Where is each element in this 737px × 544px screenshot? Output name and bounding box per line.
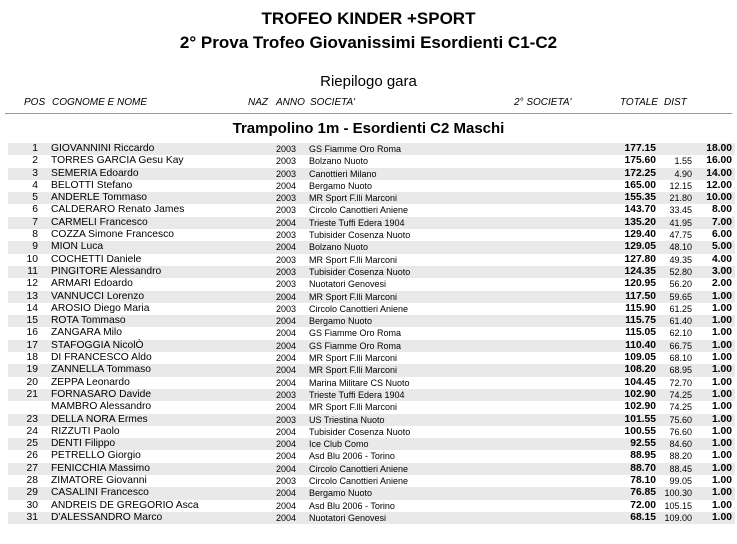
result-points: 2.00 [711,278,732,290]
result-club: Circolo Canottieri Aniene [309,463,409,474]
result-dist: 47.75 [669,230,692,241]
result-dist: 66.75 [669,340,692,351]
result-year: 2004 [276,316,297,327]
result-dist: 21.80 [669,193,692,204]
result-pos: 15 [26,315,38,327]
result-name: GIOVANNINI Riccardo [51,143,155,154]
result-dist: 68.95 [669,365,692,376]
result-pos: 14 [26,302,38,314]
result-year: 2004 [276,353,297,364]
result-year: 2004 [276,365,297,376]
result-year: 2003 [276,254,297,265]
result-name: DENTI Filippo [51,438,116,450]
result-year: 2003 [276,266,297,277]
result-dist: 68.10 [669,353,692,364]
result-total: 100.55 [624,425,656,437]
result-dist: 12.15 [669,180,692,191]
result-points: 1.00 [711,499,732,511]
table-row [8,426,735,438]
result-year: 2004 [276,328,297,339]
result-dist: 75.60 [669,414,692,425]
result-year: 2003 [276,168,297,179]
result-club: MR Sport F.lli Marconi [309,402,398,413]
result-total: 165.00 [624,179,656,191]
result-pos: 7 [32,216,38,228]
header-pos: POS [24,97,46,108]
result-club: Circolo Canottieri Aniene [309,476,409,487]
result-name: ANDERLE Tommaso [51,192,147,204]
result-total: 101.55 [624,413,656,425]
result-year: 2003 [276,303,297,314]
result-name: ZANNELLA Tommaso [51,364,151,376]
result-points: 1.00 [711,475,732,487]
event-title: Trampolino 1m - Esordienti C2 Maschi [232,120,505,137]
result-year: 2004 [276,488,297,499]
result-club: Circolo Canottieri Aniene [309,205,409,216]
table-row [8,475,735,487]
result-pos: 27 [26,462,38,474]
result-year: 2004 [276,291,297,302]
result-pos: 24 [26,425,38,437]
table-row [8,291,735,303]
table-row [8,401,735,413]
result-dist: 62.10 [669,328,692,339]
result-pos: 4 [32,179,38,191]
table-row [8,266,735,278]
result-points: 1.00 [711,487,732,499]
result-total: 129.05 [624,241,656,253]
result-dist: 4.90 [674,168,692,179]
result-club: MR Sport F.lli Marconi [309,291,398,302]
result-year: 2003 [276,156,297,167]
result-name: DELLA NORA Ermes [51,413,148,425]
result-points: 6.00 [711,229,732,241]
result-club: MR Sport F.lli Marconi [309,353,398,364]
result-points: 1.00 [711,425,732,437]
result-points: 1.00 [711,511,732,523]
table-row [8,192,735,204]
result-club: GS Fiamme Oro Roma [309,328,402,339]
table-row [8,463,735,475]
result-name: CASALINI Francesco [51,487,149,499]
result-dist: 1.55 [674,156,692,167]
result-year: 2004 [276,439,297,450]
result-club: Tubisider Cosenza Nuoto [309,426,411,437]
result-total: 102.90 [624,388,656,400]
table-row [8,352,735,364]
result-pos: 28 [26,475,38,487]
table-row [8,303,735,315]
result-name: ARMARI Edoardo [51,278,133,290]
result-points: 1.00 [711,401,732,413]
result-club: Ice Club Como [309,439,369,450]
result-dist: 100.30 [664,488,692,499]
result-pos: 31 [26,511,38,523]
result-points: 1.00 [711,327,732,339]
table-row [8,340,735,352]
result-year: 2003 [276,205,297,216]
result-pos: 17 [26,339,38,351]
result-club: Bergamo Nuoto [309,180,373,191]
result-total: 117.50 [625,290,656,302]
table-row [8,180,735,192]
result-name: ZIMATORE Giovanni [51,475,147,487]
result-year: 2003 [276,230,297,241]
result-pos: 3 [32,167,38,179]
result-year: 2004 [276,512,297,523]
result-pos: 23 [26,413,38,425]
result-name: RIZZUTI Paolo [51,425,120,437]
result-year: 2003 [276,414,297,425]
result-points: 1.00 [711,315,732,327]
table-row [8,512,735,524]
table-row [8,500,735,512]
table-row [8,438,735,450]
result-pos: 21 [26,388,38,400]
result-points: 1.00 [711,462,732,474]
result-total: 175.60 [624,155,656,167]
result-name: DI FRANCESCO Aldo [51,352,152,364]
result-club: Circolo Canottieri Aniene [309,303,409,314]
result-total: 102.90 [624,401,656,413]
result-total: 104.45 [624,376,656,388]
result-points: 1.00 [711,450,732,462]
result-club: Asd Blu 2006 - Torino [309,500,395,511]
result-club: Trieste Tuffi Edera 1904 [309,217,405,228]
result-name: TORRES GARCIA Gesu Kay [51,155,184,167]
result-name: SEMERIA Edoardo [51,167,139,179]
result-total: 72.00 [630,499,656,511]
result-name: CALDERARO Renato James [51,204,185,216]
result-points: 10.00 [706,192,732,204]
result-dist: 59.65 [669,291,692,302]
result-name: VANNUCCI Lorenzo [51,290,145,302]
result-pos: 26 [26,450,38,462]
result-points: 5.00 [711,241,732,253]
result-pos: 30 [26,499,38,511]
result-points: 4.00 [711,253,732,265]
result-points: 16.00 [706,155,732,167]
header-totale: TOTALE [620,97,658,108]
result-total: 108.20 [624,364,656,376]
table-row [8,229,735,241]
result-total: 135.20 [624,216,656,228]
result-name: ZEPPA Leonardo [51,376,130,388]
result-points: 18.00 [706,143,732,154]
result-total: 127.80 [624,253,656,265]
result-name: MAMBRO Alessandro [51,401,152,413]
result-name: ANDREIS DE GREGORIO Asca [51,499,199,511]
result-club: US Triestina Nuoto [309,414,385,425]
result-pos: 1 [32,143,38,154]
result-total: 155.35 [624,192,656,204]
result-total: 92.55 [630,438,656,450]
result-club: GS Fiamme Oro Roma [309,144,402,154]
result-club: Tubisider Cosenza Nuoto [309,230,411,241]
result-club: MR Sport F.lli Marconi [309,254,398,265]
result-total: 177.15 [624,143,656,154]
result-club: Bergamo Nuoto [309,316,373,327]
results-table [8,143,735,524]
document-title: TROFEO KINDER +SPORT [261,9,476,28]
result-dist: 33.45 [669,205,692,216]
result-pos: 20 [26,376,38,388]
result-points: 1.00 [711,438,732,450]
result-year: 2004 [276,463,297,474]
result-total: 143.70 [624,204,656,216]
result-name: D'ALESSANDRO Marco [51,511,163,523]
result-year: 2004 [276,402,297,413]
table-row [8,217,735,229]
result-pos: 25 [26,438,38,450]
result-pos: 11 [27,265,38,277]
result-name: COZZA Simone Francesco [51,229,175,241]
result-name: BELOTTI Stefano [51,179,133,191]
result-year: 2004 [276,500,297,511]
result-points: 12.00 [706,179,732,191]
result-club: Bergamo Nuoto [309,488,373,499]
result-points: 3.00 [711,265,732,277]
table-row [8,414,735,426]
table-row [8,143,735,155]
header-dist: DIST [664,97,687,108]
result-name: FENICCHIA Massimo [51,462,150,474]
result-dist: 109.00 [664,512,692,523]
result-points: 1.00 [711,302,732,314]
result-points: 7.00 [711,216,732,228]
document-subtitle: 2° Prova Trofeo Giovanissimi Esordienti C1-C2 [179,33,558,52]
result-name: PETRELLO Giorgio [51,450,141,462]
header-name: COGNOME E NOME [52,97,148,108]
result-year: 2003 [276,144,297,154]
result-pos: 8 [32,229,38,241]
result-club: Trieste Tuffi Edera 1904 [309,389,405,400]
table-row [8,389,735,401]
result-dist: 88.45 [669,463,692,474]
table-row [8,377,735,389]
result-name: CARMELI Francesco [51,216,148,228]
result-points: 1.00 [711,290,732,302]
result-club: Nuotatori Genovesi [309,512,387,523]
result-dist: 41.95 [669,217,692,228]
result-points: 14.00 [706,167,732,179]
result-total: 88.70 [630,462,656,474]
result-club: GS Fiamme Oro Roma [309,340,402,351]
result-dist: 74.25 [669,402,692,413]
result-club: Tubisider Cosenza Nuoto [309,266,411,277]
result-total: 115.90 [625,302,656,314]
result-points: 1.00 [711,352,732,364]
result-dist: 61.25 [669,303,692,314]
table-row [8,487,735,499]
result-total: 115.05 [625,327,656,339]
table-row [8,241,735,253]
table-row [8,315,735,327]
result-total: 88.95 [630,450,656,462]
result-name: COCHETTI Daniele [51,253,142,265]
result-points: 1.00 [711,413,732,425]
result-points: 1.00 [711,388,732,400]
table-row [8,327,735,339]
result-name: AROSIO Diego Maria [51,302,150,314]
result-dist: 49.35 [669,254,692,265]
result-dist: 72.70 [669,377,692,388]
result-points: 1.00 [711,376,732,388]
result-total: 172.25 [624,167,656,179]
result-year: 2004 [276,217,297,228]
result-pos: 18 [26,352,38,364]
result-year: 2003 [276,279,297,290]
table-row [8,364,735,376]
result-pos: 13 [26,290,38,302]
result-name: FORNASARO Davide [51,388,152,400]
result-club: MR Sport F.lli Marconi [309,193,398,204]
result-total: 109.05 [624,352,656,364]
result-year: 2004 [276,180,297,191]
result-pos: 2 [32,155,38,167]
result-name: MION Luca [51,241,104,253]
result-total: 124.35 [624,265,656,277]
result-dist: 84.60 [669,439,692,450]
result-pos: 12 [26,278,38,290]
table-row [8,450,735,462]
table-row [8,204,735,216]
header-societa: SOCIETA' [310,97,356,108]
table-row [8,168,735,180]
result-total: 110.40 [625,339,656,351]
result-points: 1.00 [711,339,732,351]
result-year: 2003 [276,389,297,400]
result-dist: 52.80 [669,266,692,277]
result-total: 120.95 [624,278,656,290]
result-total: 76.85 [630,487,656,499]
header-naz: NAZ [248,97,268,108]
result-club: Marina Militare CS Nuoto [309,377,410,388]
result-pos: 19 [26,364,38,376]
result-points: 1.00 [711,364,732,376]
result-club: Canottieri Milano [309,168,377,179]
result-name: STAFOGGIA NicolÒ [51,339,144,351]
result-pos: 6 [32,204,38,216]
result-year: 2004 [276,377,297,388]
header-divider [5,113,732,114]
summary-label: Riepilogo gara [320,73,417,90]
result-dist: 88.20 [669,451,692,462]
result-dist: 61.40 [669,316,692,327]
result-dist: 74.25 [669,389,692,400]
result-pos: 9 [32,241,38,253]
result-pos: 16 [26,327,38,339]
table-row [8,254,735,266]
result-club: Bolzano Nuoto [309,156,369,167]
result-year: 2003 [276,476,297,487]
result-dist: 56.20 [669,279,692,290]
result-pos: 29 [26,487,38,499]
result-year: 2004 [276,451,297,462]
result-year: 2004 [276,426,297,437]
result-total: 68.15 [630,511,656,523]
result-dist: 99.05 [669,476,692,487]
result-club: Asd Blu 2006 - Torino [309,451,395,462]
result-dist: 76.60 [669,426,692,437]
result-pos: 10 [26,253,38,265]
result-club: Nuotatori Genovesi [309,279,387,290]
result-dist: 48.10 [669,242,692,253]
result-name: ZANGARA Milo [51,327,122,339]
result-total: 78.10 [630,475,656,487]
header-anno: ANNO [276,97,305,108]
result-club: MR Sport F.lli Marconi [309,365,398,376]
result-year: 2003 [276,193,297,204]
result-name: PINGITORE Alessandro [51,265,162,277]
result-pos: 5 [32,192,38,204]
result-dist: 105.15 [664,500,692,511]
header-societa2: 2° SOCIETA' [514,97,572,108]
result-club: Bolzano Nuoto [309,242,369,253]
table-row [8,278,735,290]
table-row [8,155,735,167]
result-year: 2004 [276,242,297,253]
result-points: 8.00 [711,204,732,216]
result-name: ROTA Tommaso [51,315,126,327]
result-year: 2004 [276,340,297,351]
result-total: 115.75 [625,315,656,327]
result-total: 129.40 [624,229,656,241]
